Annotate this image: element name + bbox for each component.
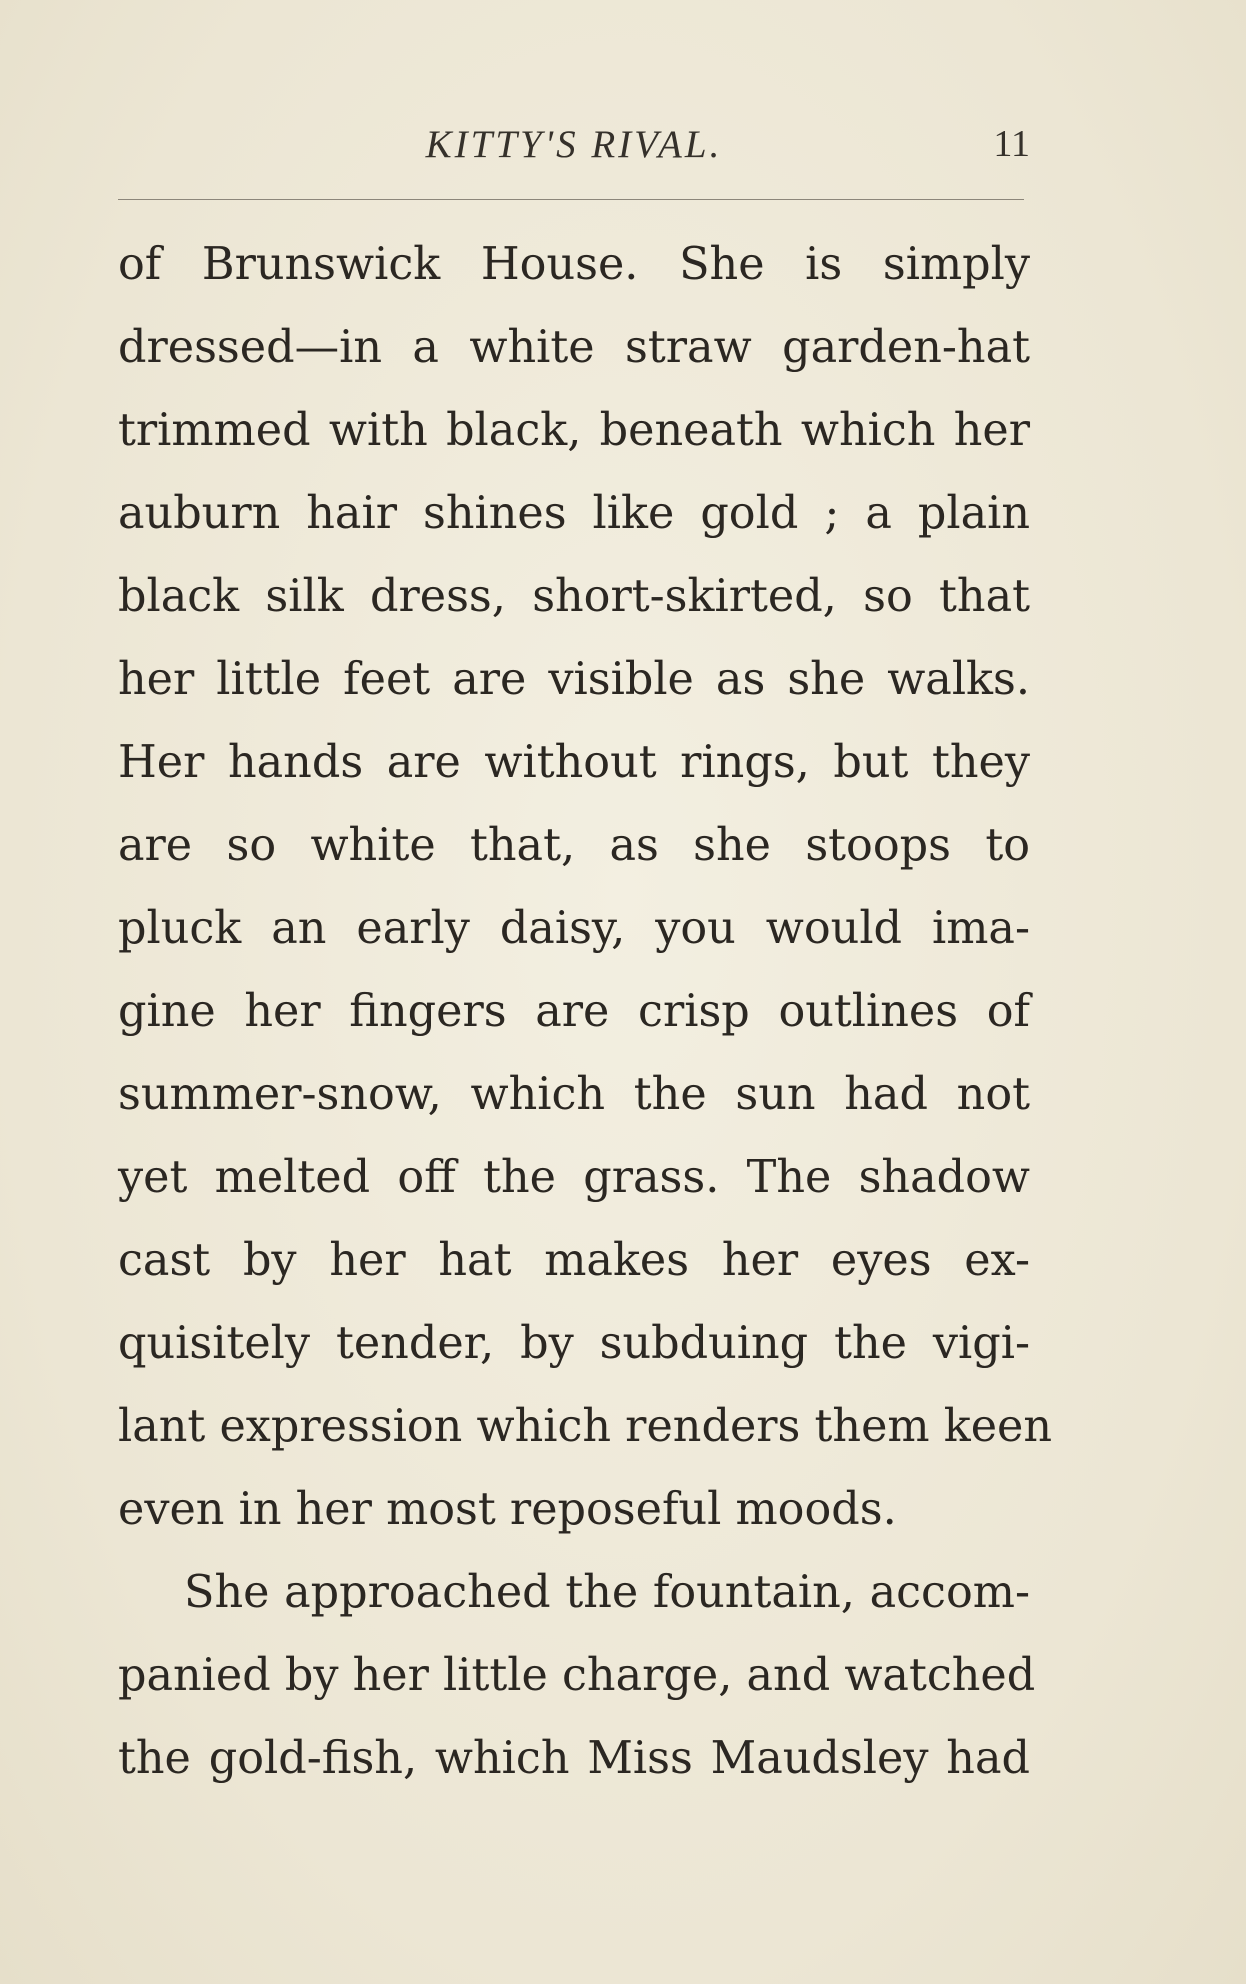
text-line: lant expression which renders them keen: [118, 1401, 1053, 1452]
text-line: Her hands are without rings, but they: [118, 737, 1030, 788]
text-line: her little feet are visible as she walks.: [118, 654, 1030, 705]
text-line: trimmed with black, beneath which her: [118, 405, 1030, 456]
text-line: pluck an early daisy, you would ima-: [118, 903, 1030, 954]
text-line: black silk dress, short-skirted, so that: [118, 571, 1030, 622]
text-line: quisitely tender, by subduing the vigi-: [118, 1318, 1030, 1369]
text-line: gine her fingers are crisp outlines of: [118, 986, 1030, 1037]
text-line-paragraph-end: even in her most reposeful moods.: [118, 1484, 897, 1535]
text-line: the gold-fish, which Miss Maudsley had: [118, 1733, 1030, 1784]
running-title: KITTY'S RIVAL.: [425, 123, 723, 166]
text-line: are so white that, as she stoops to: [118, 820, 1030, 871]
text-line-paragraph-start: She approached the fountain, accom-: [184, 1567, 1030, 1618]
text-line: summer-snow, which the sun had not: [118, 1069, 1030, 1120]
body-text: [118, 223, 1053, 1800]
text-line: of Brunswick House. She is simply: [118, 239, 1030, 290]
page-number: 11: [993, 123, 1030, 165]
text-line: cast by her hat makes her eyes ex-: [118, 1235, 1030, 1286]
text-line: yet melted off the grass. The shadow: [118, 1152, 1030, 1203]
running-head: [118, 122, 1030, 172]
text-line: auburn hair shines like gold ; a plain: [118, 488, 1030, 539]
text-line: panied by her little charge, and watched: [118, 1650, 1036, 1701]
text-line: dressed—in a white straw garden-hat: [118, 322, 1030, 373]
header-rule: [118, 199, 1024, 200]
